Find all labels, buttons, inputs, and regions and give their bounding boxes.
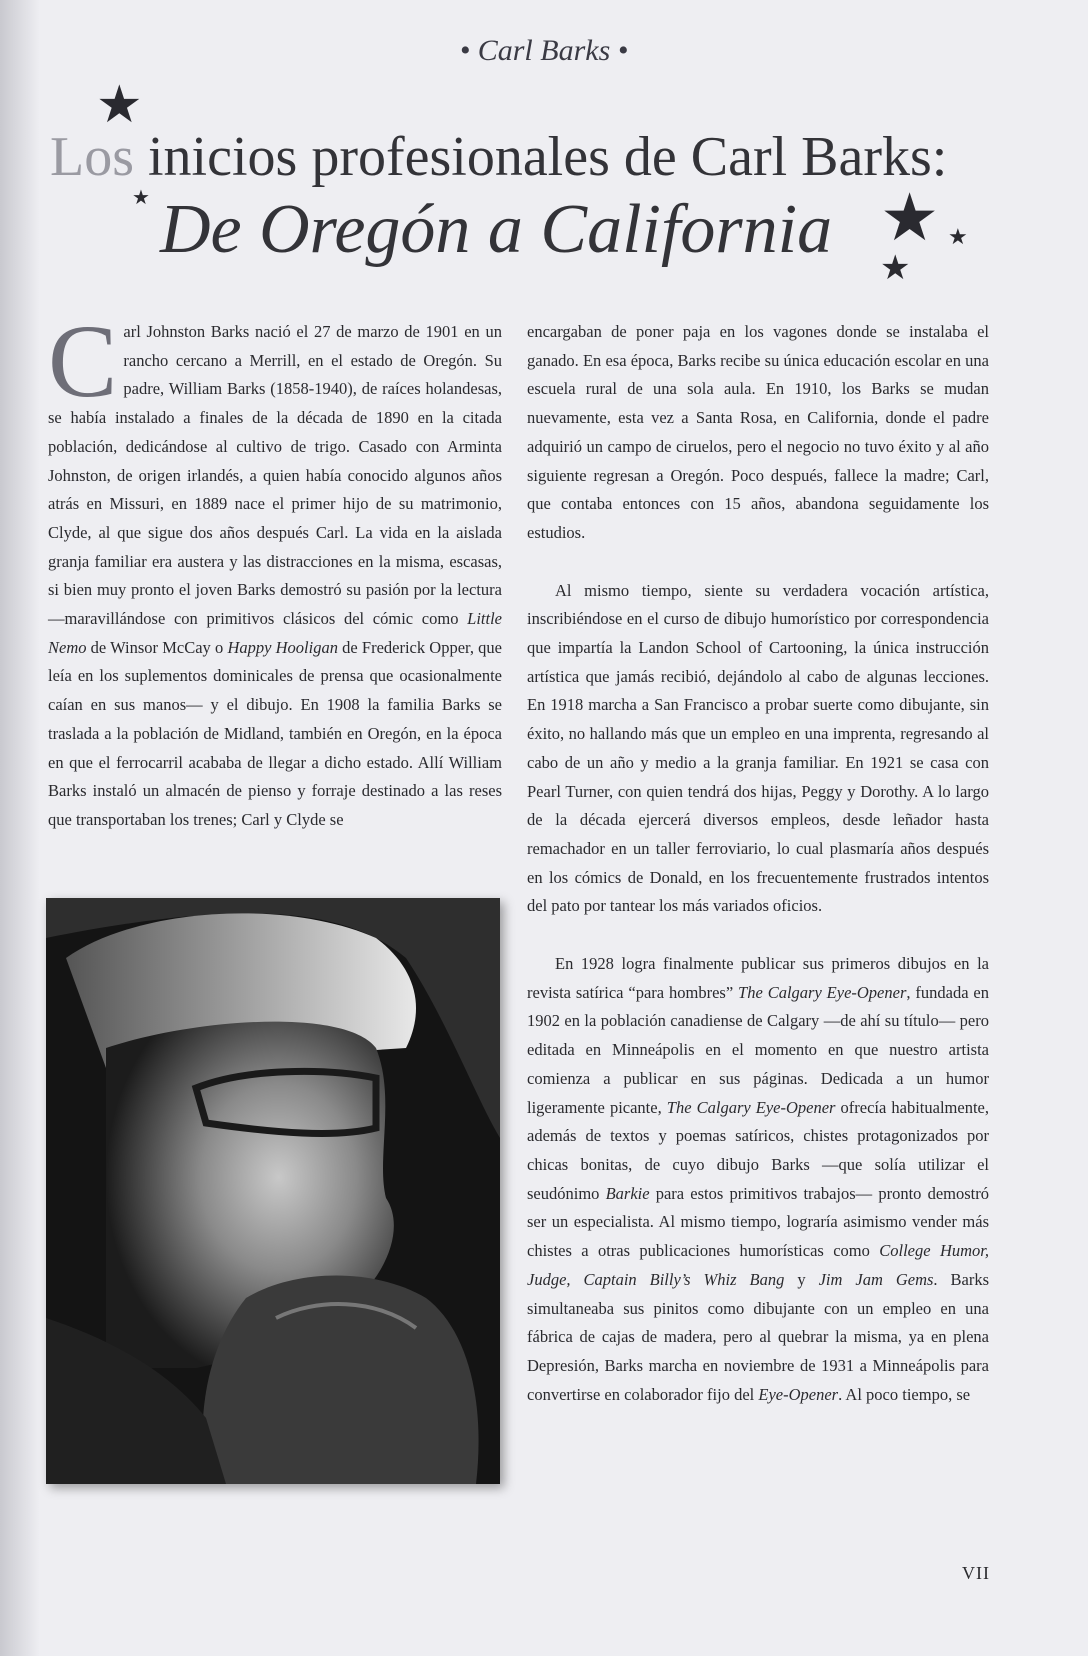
- text-run: En 1928 logra finalmente publicar sus primeros dibujos en la revista satírica “para hombres”: [527, 954, 989, 1002]
- italic-title: Happy Hooligan: [227, 637, 338, 657]
- paragraph: encargaban de poner paja en los vagones donde se instalaba el ganado. En esa época, Barks recibe su única educación escolar en una escuela rural de una sola aula. En 1910, los Barks se mudan nuevamente, esta vez a Santa Rosa, en California, donde el padre adquirió un campo de ciruelos, pero el negocio no tuvo éxito y al año siguiente regresan a Oregón. Poco después, fallece la madre; Carl, que contaba entonces con 15 años, abandona seguidamente los estudios.: [527, 322, 989, 542]
- page-edge-shadow: [0, 0, 40, 1656]
- paragraph: [48, 304, 503, 835]
- text-run: para estos primitivos trabajos— pronto demostró ser un especialista. Al mismo tiempo, lograría asimismo vender más chistes a otras publicaciones humorísticas como: [527, 1183, 989, 1261]
- star-icon: ★: [880, 250, 911, 287]
- italic-title: The Calgary Eye-Opener: [738, 982, 907, 1002]
- paragraph: Al mismo tiempo, siente su verdadera vocación artística, inscribiéndose en el curso de dibujo humorístico por correspondencia que impartía la Landon School of Cartooning, la única instrucción artística que jamás recibió, dejándolo al cabo de algunas lecciones. En 1918 marcha a San Francisco a probar suerte como dibujante, sin éxito, no hallando más que un empleo en una imprenta, regresando al cabo de un año y medio a la granja familiar. En 1921 se casa con Pearl Turner, con quien tendrá dos hijas, Peggy y Dorothy. A lo largo de la década ejercerá diversos empleos, desde leñador hasta remachador en un taller ferroviario, lo cual plasmaría años después en los cómics de Donald, en los frecuentemente frustrados intentos del pato por tantear los más variados oficios.: [527, 580, 989, 916]
- italic-title: Little Nemo: [48, 609, 502, 657]
- italic-title: Barkie: [605, 1183, 650, 1203]
- paragraph: [527, 950, 989, 1409]
- text-run: , fundada en 1902 en la población canadiense de Calgary —de ahí su título— pero editada en Minneápolis en el momento en que nuestro artista comienza a publicar en sus páginas. Dedicada a un humor ligeramente picante,: [527, 982, 989, 1117]
- star-icon: ★: [132, 187, 150, 209]
- text-run: arl Johnston Barks nació el 27 de marzo de 1901 en un rancho cercano a Merrill, en el estado de Oregón. Su padre, William Barks (1858-1940), de raíces holandesas, se había instalado a finales de la década de 1890 en la citada población, dedicándose al cultivo de trigo. Casado con Arminta Johnston, de origen irlandés, a quien había conocido algunos años atrás en Missuri, en 1889 nace el primer hijo de su matrimonio, Clyde, al que sigue dos años después Carl. La vida en la aislada granja familiar era austera y las distracciones en la misma, escasas, si bien muy pronto el joven Barks demostró su pasión por la lectura —maravillándose con primitivos clásicos del cómic como: [48, 322, 502, 629]
- text-run: de Frederick Opper, que leía en los suplementos dominicales de prensa que ocasionalmente caían en sus manos— y el dibujo. En 1908 la familia Barks se traslada a la población de Midland, también en Oregón, en la época en que el ferrocarril acababa de llegar a dicho estado. Allí William Barks instaló un almacén de pienso y forraje destinado a las reses que transportaban los trenes; Carl y Clyde se: [48, 637, 503, 829]
- text-run: y: [784, 1269, 819, 1289]
- left-column: [48, 304, 503, 835]
- text-run: . Al poco tiempo, se: [838, 1384, 971, 1404]
- star-icon: ★: [948, 224, 968, 249]
- title-faded-word: Los: [50, 126, 134, 188]
- drop-cap: C: [48, 304, 118, 419]
- italic-title: Eye-Opener: [758, 1384, 839, 1404]
- portrait-photo: [46, 898, 500, 1484]
- running-head: • Carl Barks •: [459, 34, 629, 67]
- text-run: ofrecía habitualmente, además de textos y poemas satíricos, chistes protagonizados por chicas bonitas, de cuyo dibujo Barks —que solía utilizar el seudónimo: [527, 1097, 989, 1203]
- italic-title: College Humor, Judge, Captain Billy’s Whiz Bang: [527, 1241, 989, 1289]
- right-column: [527, 318, 989, 1409]
- star-icon: ★: [880, 182, 940, 255]
- star-icon: ★: [96, 77, 143, 134]
- text-run: . Barks simultaneaba sus pinitos como dibujante con un empleo en una fábrica de cajas de madera, pero al quebrar la misma, ya en plena Depresión, Barks marcha en noviembre de 1931 a Minneápolis para convertirse en colaborador fijo del: [527, 1269, 990, 1404]
- italic-title: The Calgary Eye-Opener: [666, 1097, 836, 1117]
- text-run: de Winsor McCay o: [86, 637, 228, 657]
- portrait-illustration: [46, 898, 500, 1484]
- page-number: VII: [962, 1563, 990, 1583]
- page-title-line1: [50, 125, 1050, 189]
- italic-title: Jim Jam Gems: [818, 1269, 934, 1289]
- title-line1-text: inicios profesionales de Carl Barks:: [134, 126, 948, 188]
- page-title-line2: De Oregón a California: [160, 191, 833, 268]
